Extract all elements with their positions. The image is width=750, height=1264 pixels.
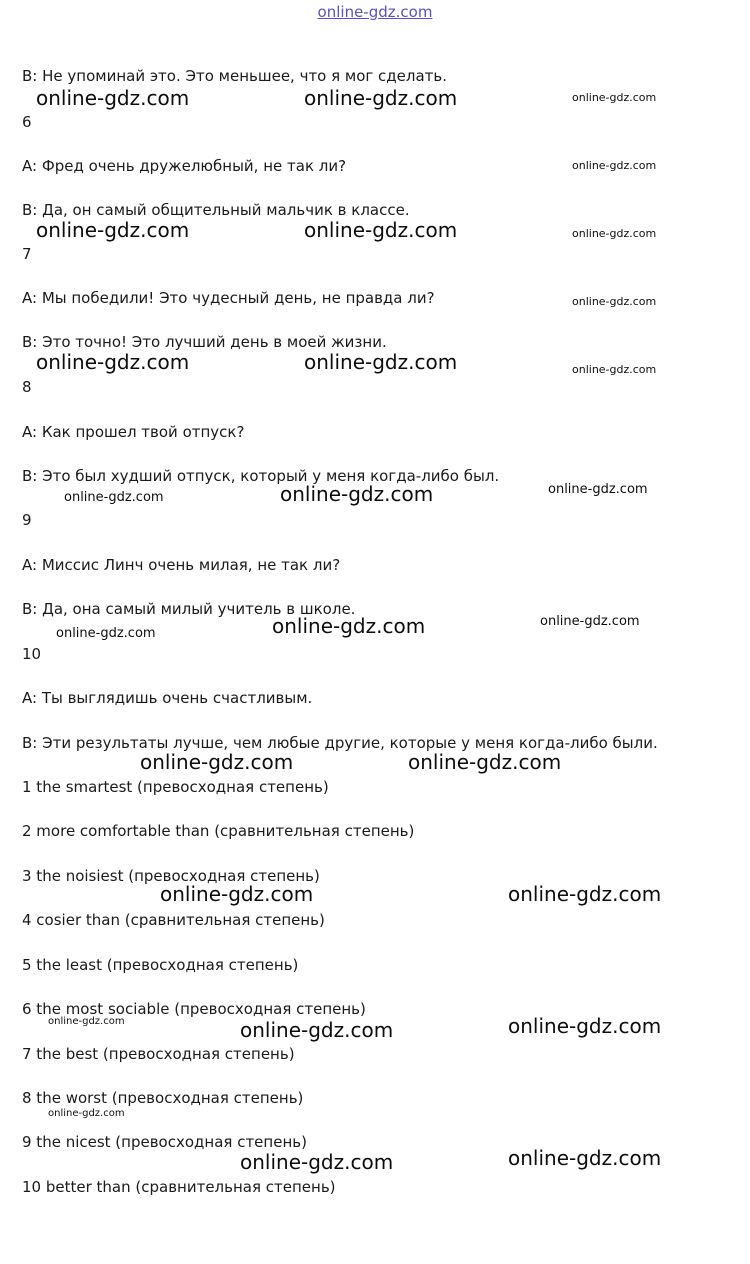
watermark: online-gdz.com [36,86,190,110]
text-line: 2 more comfortable than (сравнительная степень) [22,822,415,840]
watermark: online-gdz.com [36,350,190,374]
text-line: 6 [22,113,32,131]
text-line: 7 the best (превосходная степень) [22,1045,295,1063]
text-line: B: Да, она самый милый учитель в школе. [22,600,356,618]
site-header-link[interactable]: online-gdz.com [317,3,433,21]
watermark: online-gdz.com [48,1016,125,1027]
watermark: online-gdz.com [572,227,657,240]
text-line: 5 the least (превосходная степень) [22,956,299,974]
watermark: online-gdz.com [304,350,458,374]
watermark: online-gdz.com [64,490,164,505]
text-line: B: Это точно! Это лучший день в моей жизни. [22,333,387,351]
watermark: online-gdz.com [508,1146,662,1170]
watermark: online-gdz.com [280,482,434,506]
text-line: B: Не упоминай это. Это меньшее, что я мог сделать. [22,67,448,85]
text-line: 10 [22,645,42,663]
watermark: online-gdz.com [36,218,190,242]
watermark: online-gdz.com [304,86,458,110]
text-line: B: Эти результаты лучше, чем любые другие, которые у меня когда-либо были. [22,734,658,752]
text-line: A: Фред очень дружелюбный, не так ли? [22,157,347,175]
watermark: online-gdz.com [160,882,314,906]
watermark: online-gdz.com [140,750,294,774]
text-line: 1 the smartest (превосходная степень) [22,778,329,796]
text-line: 8 [22,378,32,396]
text-line: B: Да, он самый общительный мальчик в классе. [22,201,410,219]
watermark: online-gdz.com [508,1014,662,1038]
text-line: A: Мы победили! Это чудесный день, не правда ли? [22,289,435,307]
text-line: B: Это был худший отпуск, который у меня когда-либо был. [22,467,500,485]
watermark: online-gdz.com [508,882,662,906]
watermark: online-gdz.com [540,614,640,629]
text-line: 10 better than (сравнительная степень) [22,1178,336,1196]
text-line: 4 cosier than (сравнительная степень) [22,911,325,929]
watermark: online-gdz.com [48,1108,125,1119]
text-line: A: Как прошел твой отпуск? [22,423,245,441]
watermark: online-gdz.com [272,614,426,638]
watermark: online-gdz.com [548,482,648,497]
text-line: A: Миссис Линч очень милая, не так ли? [22,556,341,574]
watermark: online-gdz.com [240,1018,394,1042]
watermark: online-gdz.com [572,363,657,376]
text-line: 9 [22,511,32,529]
watermark: online-gdz.com [56,626,156,641]
text-line: 3 the noisiest (превосходная степень) [22,867,320,885]
text-line: 9 the nicest (превосходная степень) [22,1133,307,1151]
watermark: online-gdz.com [240,1150,394,1174]
watermark: online-gdz.com [572,295,657,308]
watermark: online-gdz.com [572,91,657,104]
text-line: 6 the most sociable (превосходная степень) [22,1000,366,1018]
text-line: 8 the worst (превосходная степень) [22,1089,304,1107]
text-line: A: Ты выглядишь очень счастливым. [22,689,313,707]
text-line: 7 [22,245,32,263]
watermark: online-gdz.com [572,159,657,172]
watermark: online-gdz.com [304,218,458,242]
watermark: online-gdz.com [408,750,562,774]
